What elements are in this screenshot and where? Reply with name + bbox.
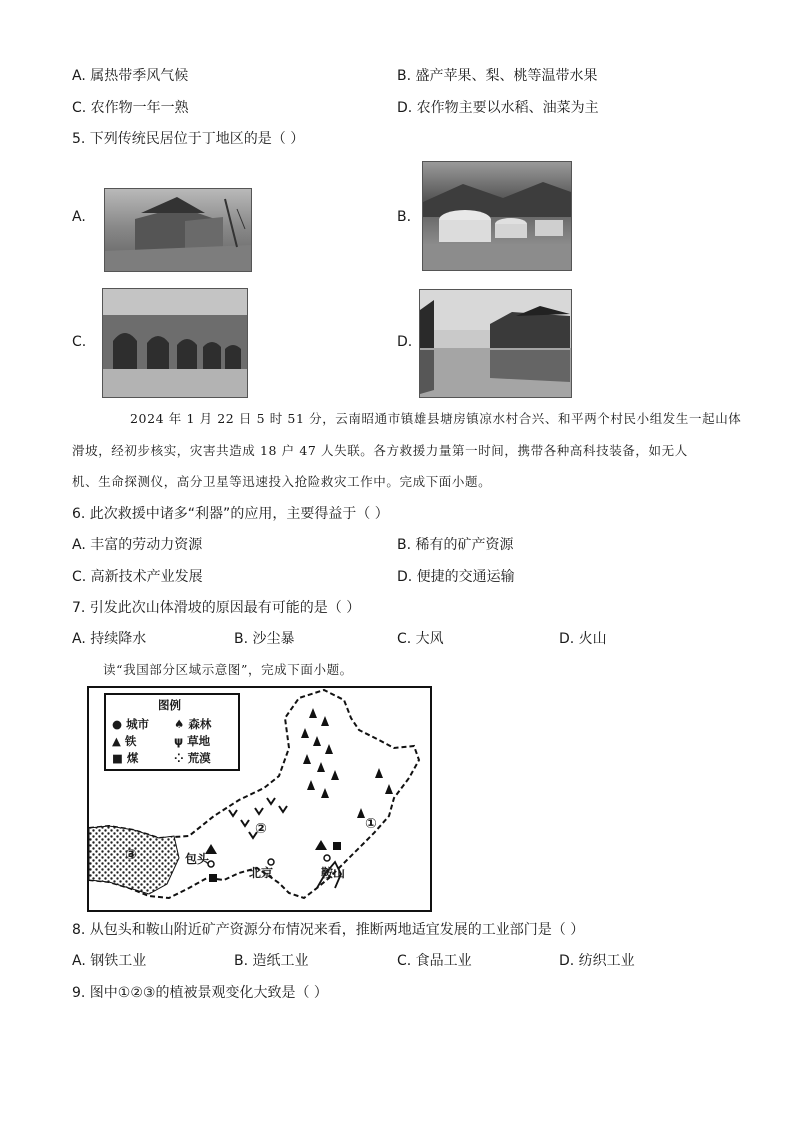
q8-stem: 8. 从包头和鞍山附近矿产资源分布情况来看，推断两地适宜发展的工业部门是（ ） xyxy=(72,922,585,938)
q8-option-b: B. 造纸工业 xyxy=(234,953,309,969)
q8-option-c: C. 食品工业 xyxy=(397,953,472,969)
q4-option-d: D. 农作物主要以水稻、油菜为主 xyxy=(397,100,599,116)
marker-3: ③ xyxy=(125,847,137,863)
city-dot-anshan xyxy=(324,855,330,861)
passage-line-2: 滑坡，经初步核实，灾害共造成 18 户 47 人失联。各方救援力量第一时间，携带各种高科技装备，如无人 xyxy=(72,443,688,458)
coal-icon-anshan xyxy=(333,842,341,850)
q6-option-c: C. 高新技术产业发展 xyxy=(72,569,203,585)
yurt-photo xyxy=(422,161,572,271)
q7-option-a: A. 持续降水 xyxy=(72,631,147,647)
q7-option-b: B. 沙尘暴 xyxy=(234,631,295,647)
q9-stem: 9. 图中①②③的植被景观变化大致是（ ） xyxy=(72,985,328,1001)
q7-option-c: C. 大风 xyxy=(397,631,444,647)
map-legend xyxy=(104,693,240,771)
q7-option-d: D. 火山 xyxy=(559,631,607,647)
q5-option-d-label: D. xyxy=(397,334,413,350)
q6-option-b: B. 稀有的矿产资源 xyxy=(397,537,514,553)
q4-option-a: A. 属热带季风气候 xyxy=(72,68,189,84)
label-beijing: 北京 xyxy=(249,866,274,880)
q7-stem: 7. 引发此次山体滑坡的原因最有可能的是（ ） xyxy=(72,600,361,616)
legend-iron: ▲ 铁 xyxy=(112,734,137,748)
legend-desert: ⁘ 荒漠 xyxy=(174,751,211,765)
q8-option-a: A. 钢铁工业 xyxy=(72,953,147,969)
grass-icon: ψ xyxy=(174,734,184,748)
q5-stem: 5. 下列传统民居位于丁地区的是（ ） xyxy=(72,131,305,147)
passage-line-3: 机、生命探测仪，高分卫星等迅速投入抢险救灾工作中。完成下面小题。 xyxy=(72,474,492,489)
map-intro: 读“我国部分区域示意图”，完成下面小题。 xyxy=(103,662,353,677)
label-anshan: 鞍山 xyxy=(321,866,346,880)
marker-2: ② xyxy=(255,821,267,837)
city-icon: ● xyxy=(112,717,123,731)
q4-option-b: B. 盛产苹果、梨、桃等温带水果 xyxy=(397,68,598,84)
label-baotou: 包头 xyxy=(185,852,210,866)
region-map xyxy=(87,686,432,912)
q6-option-a: A. 丰富的劳动力资源 xyxy=(72,537,203,553)
forest-icons xyxy=(301,708,393,818)
legend-grass: ψ 草地 xyxy=(174,734,211,748)
coal-icon: ■ xyxy=(112,751,123,765)
water-town-photo xyxy=(419,289,572,398)
iron-icon-anshan xyxy=(315,840,327,850)
courtyard-house-photo xyxy=(104,188,252,272)
coal-icon-baotou xyxy=(209,874,217,882)
legend-city: ● 城市 xyxy=(112,717,150,731)
desert-icon: ⁘ xyxy=(174,751,184,765)
passage-line-1: 2024 年 1 月 22 日 5 时 51 分，云南昭通市镇雄县塘房镇凉水村合兴、和平两个村民小组发生一起山体 xyxy=(130,411,742,426)
q8-option-d: D. 纺织工业 xyxy=(559,953,635,969)
marker-1: ① xyxy=(365,816,377,832)
legend-title: 图例 xyxy=(158,698,181,712)
q5-option-b-label: B. xyxy=(397,209,412,225)
q6-stem: 6. 此次救援中诸多“利器”的应用，主要得益于（ ） xyxy=(72,506,389,522)
q4-option-c: C. 农作物一年一熟 xyxy=(72,100,189,116)
cave-dwelling-photo xyxy=(102,288,248,398)
legend-coal: ■ 煤 xyxy=(112,751,139,765)
legend-forest: ♠ 森林 xyxy=(174,717,212,731)
q5-option-a-label: A. xyxy=(72,209,86,225)
q6-option-d: D. 便捷的交通运输 xyxy=(397,569,515,585)
forest-icon: ♠ xyxy=(174,717,185,731)
iron-icon: ▲ xyxy=(112,734,121,748)
q5-option-c-label: C. xyxy=(72,334,87,350)
